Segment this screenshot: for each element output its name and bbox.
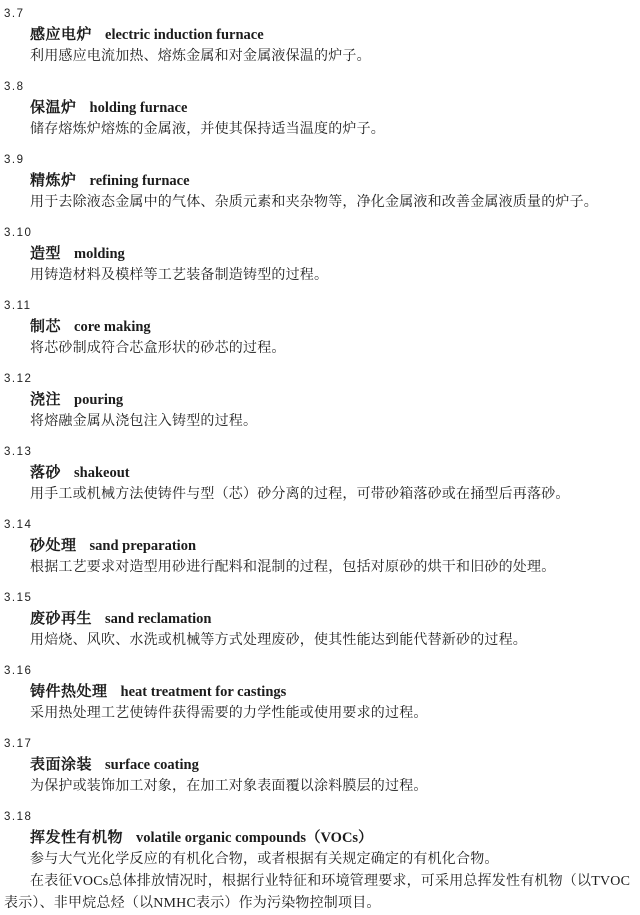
term-section — [4, 223, 636, 287]
definition — [4, 338, 636, 360]
section-number: 3.15 — [4, 592, 33, 604]
term-line — [4, 462, 636, 484]
term-en: pouring — [74, 392, 124, 408]
section-number: 3.14 — [4, 519, 33, 531]
term-en: sand preparation — [89, 538, 197, 554]
term-zh: 砂处理 — [30, 537, 77, 554]
definition — [4, 192, 636, 214]
term-zh: 精炼炉 — [30, 172, 77, 189]
term-zh: 挥发性有机物 — [30, 829, 124, 846]
term-section — [4, 661, 636, 725]
definition-line: 为保护或装饰加工对象，在加工对象表面覆以涂料膜层的过程。 — [30, 779, 428, 794]
section-number: 3.9 — [4, 154, 25, 166]
term-line — [4, 827, 636, 849]
term-line — [4, 316, 636, 338]
definition — [4, 484, 636, 506]
definition-line: 用于去除液态金属中的气体、杂质元素和夹杂物等，净化金属液和改善金属液质量的炉子。 — [30, 195, 598, 210]
term-zh: 浇注 — [30, 391, 62, 408]
definition-line: 用铸造材料及模样等工艺装备制造铸型的过程。 — [30, 268, 329, 283]
definition-line: 用焙烧、风吹、水洗或机械等方式处理废砂，使其性能达到能代替新砂的过程。 — [30, 633, 527, 648]
term-en: surface coating — [105, 757, 199, 773]
section-number: 3.18 — [4, 811, 33, 823]
term-en: core making — [74, 319, 151, 335]
term-line — [4, 97, 636, 119]
term-en: heat treatment for castings — [120, 684, 287, 700]
definition — [4, 776, 636, 798]
term-section — [4, 77, 636, 141]
definition — [4, 630, 636, 652]
term-en: electric induction furnace — [105, 27, 264, 43]
term-section — [4, 515, 636, 579]
term-zh: 制芯 — [30, 318, 62, 335]
definition-line: 将芯砂制成符合芯盒形状的砂芯的过程。 — [30, 341, 286, 356]
term-section — [4, 734, 636, 798]
term-line — [4, 389, 636, 411]
definition — [4, 265, 636, 287]
term-zh: 铸件热处理 — [30, 683, 108, 700]
term-line — [4, 243, 636, 265]
definition-line: 表示）、非甲烷总烃（以NMHC表示）作为污染物控制项目。 — [4, 896, 381, 911]
section-number: 3.8 — [4, 81, 25, 93]
section-number: 3.11 — [4, 300, 32, 312]
term-en: shakeout — [74, 465, 130, 481]
section-number: 3.7 — [4, 8, 25, 20]
term-en: volatile organic compounds（VOCs） — [136, 830, 373, 846]
term-line — [4, 754, 636, 776]
term-en: molding — [74, 246, 125, 262]
definition — [4, 557, 636, 579]
term-line — [4, 681, 636, 703]
term-section — [4, 369, 636, 433]
term-line — [4, 24, 636, 46]
document-page — [4, 4, 636, 915]
section-number: 3.16 — [4, 665, 33, 677]
term-en: sand reclamation — [105, 611, 212, 627]
term-en: holding furnace — [89, 100, 188, 116]
term-section — [4, 296, 636, 360]
definition-line: 根据工艺要求对造型用砂进行配料和混制的过程，包括对原砂的烘干和旧砂的处理。 — [30, 560, 556, 575]
section-number: 3.13 — [4, 446, 33, 458]
term-zh: 保温炉 — [30, 99, 77, 116]
section-number: 3.10 — [4, 227, 33, 239]
definition — [4, 703, 636, 725]
definition-line: 采用热处理工艺使铸件获得需要的力学性能或使用要求的过程。 — [30, 706, 428, 721]
term-zh: 感应电炉 — [30, 26, 93, 43]
term-en: refining furnace — [89, 173, 190, 189]
term-zh: 废砂再生 — [30, 610, 93, 627]
term-zh: 落砂 — [30, 464, 62, 481]
definition — [4, 849, 636, 915]
definition-line: 将熔融金属从浇包注入铸型的过程。 — [30, 414, 258, 429]
term-section — [4, 150, 636, 214]
terms-list — [4, 4, 636, 915]
section-number: 3.12 — [4, 373, 33, 385]
definition — [4, 119, 636, 141]
definition-line: 参与大气光化学反应的有机化合物，或者根据有关规定确定的有机化合物。 — [30, 852, 499, 867]
term-section — [4, 588, 636, 652]
term-section — [4, 442, 636, 506]
term-section — [4, 4, 636, 68]
definition-line: 在表征VOCs总体排放情况时，根据行业特征和环境管理要求，可采用总挥发性有机物（以TVOC — [30, 874, 631, 889]
definition — [4, 411, 636, 433]
term-line — [4, 535, 636, 557]
definition — [4, 46, 636, 68]
term-line — [4, 170, 636, 192]
definition-line: 用手工或机械方法使铸件与型（芯）砂分离的过程，可带砂箱落砂或在捅型后再落砂。 — [30, 487, 570, 502]
term-zh: 表面涂装 — [30, 756, 93, 773]
term-zh: 造型 — [30, 245, 62, 262]
definition-line: 储存熔炼炉熔炼的金属液，并使其保持适当温度的炉子。 — [30, 122, 385, 137]
term-line — [4, 608, 636, 630]
definition-line: 利用感应电流加热、熔炼金属和对金属液保温的炉子。 — [30, 49, 371, 64]
section-number: 3.17 — [4, 738, 33, 750]
